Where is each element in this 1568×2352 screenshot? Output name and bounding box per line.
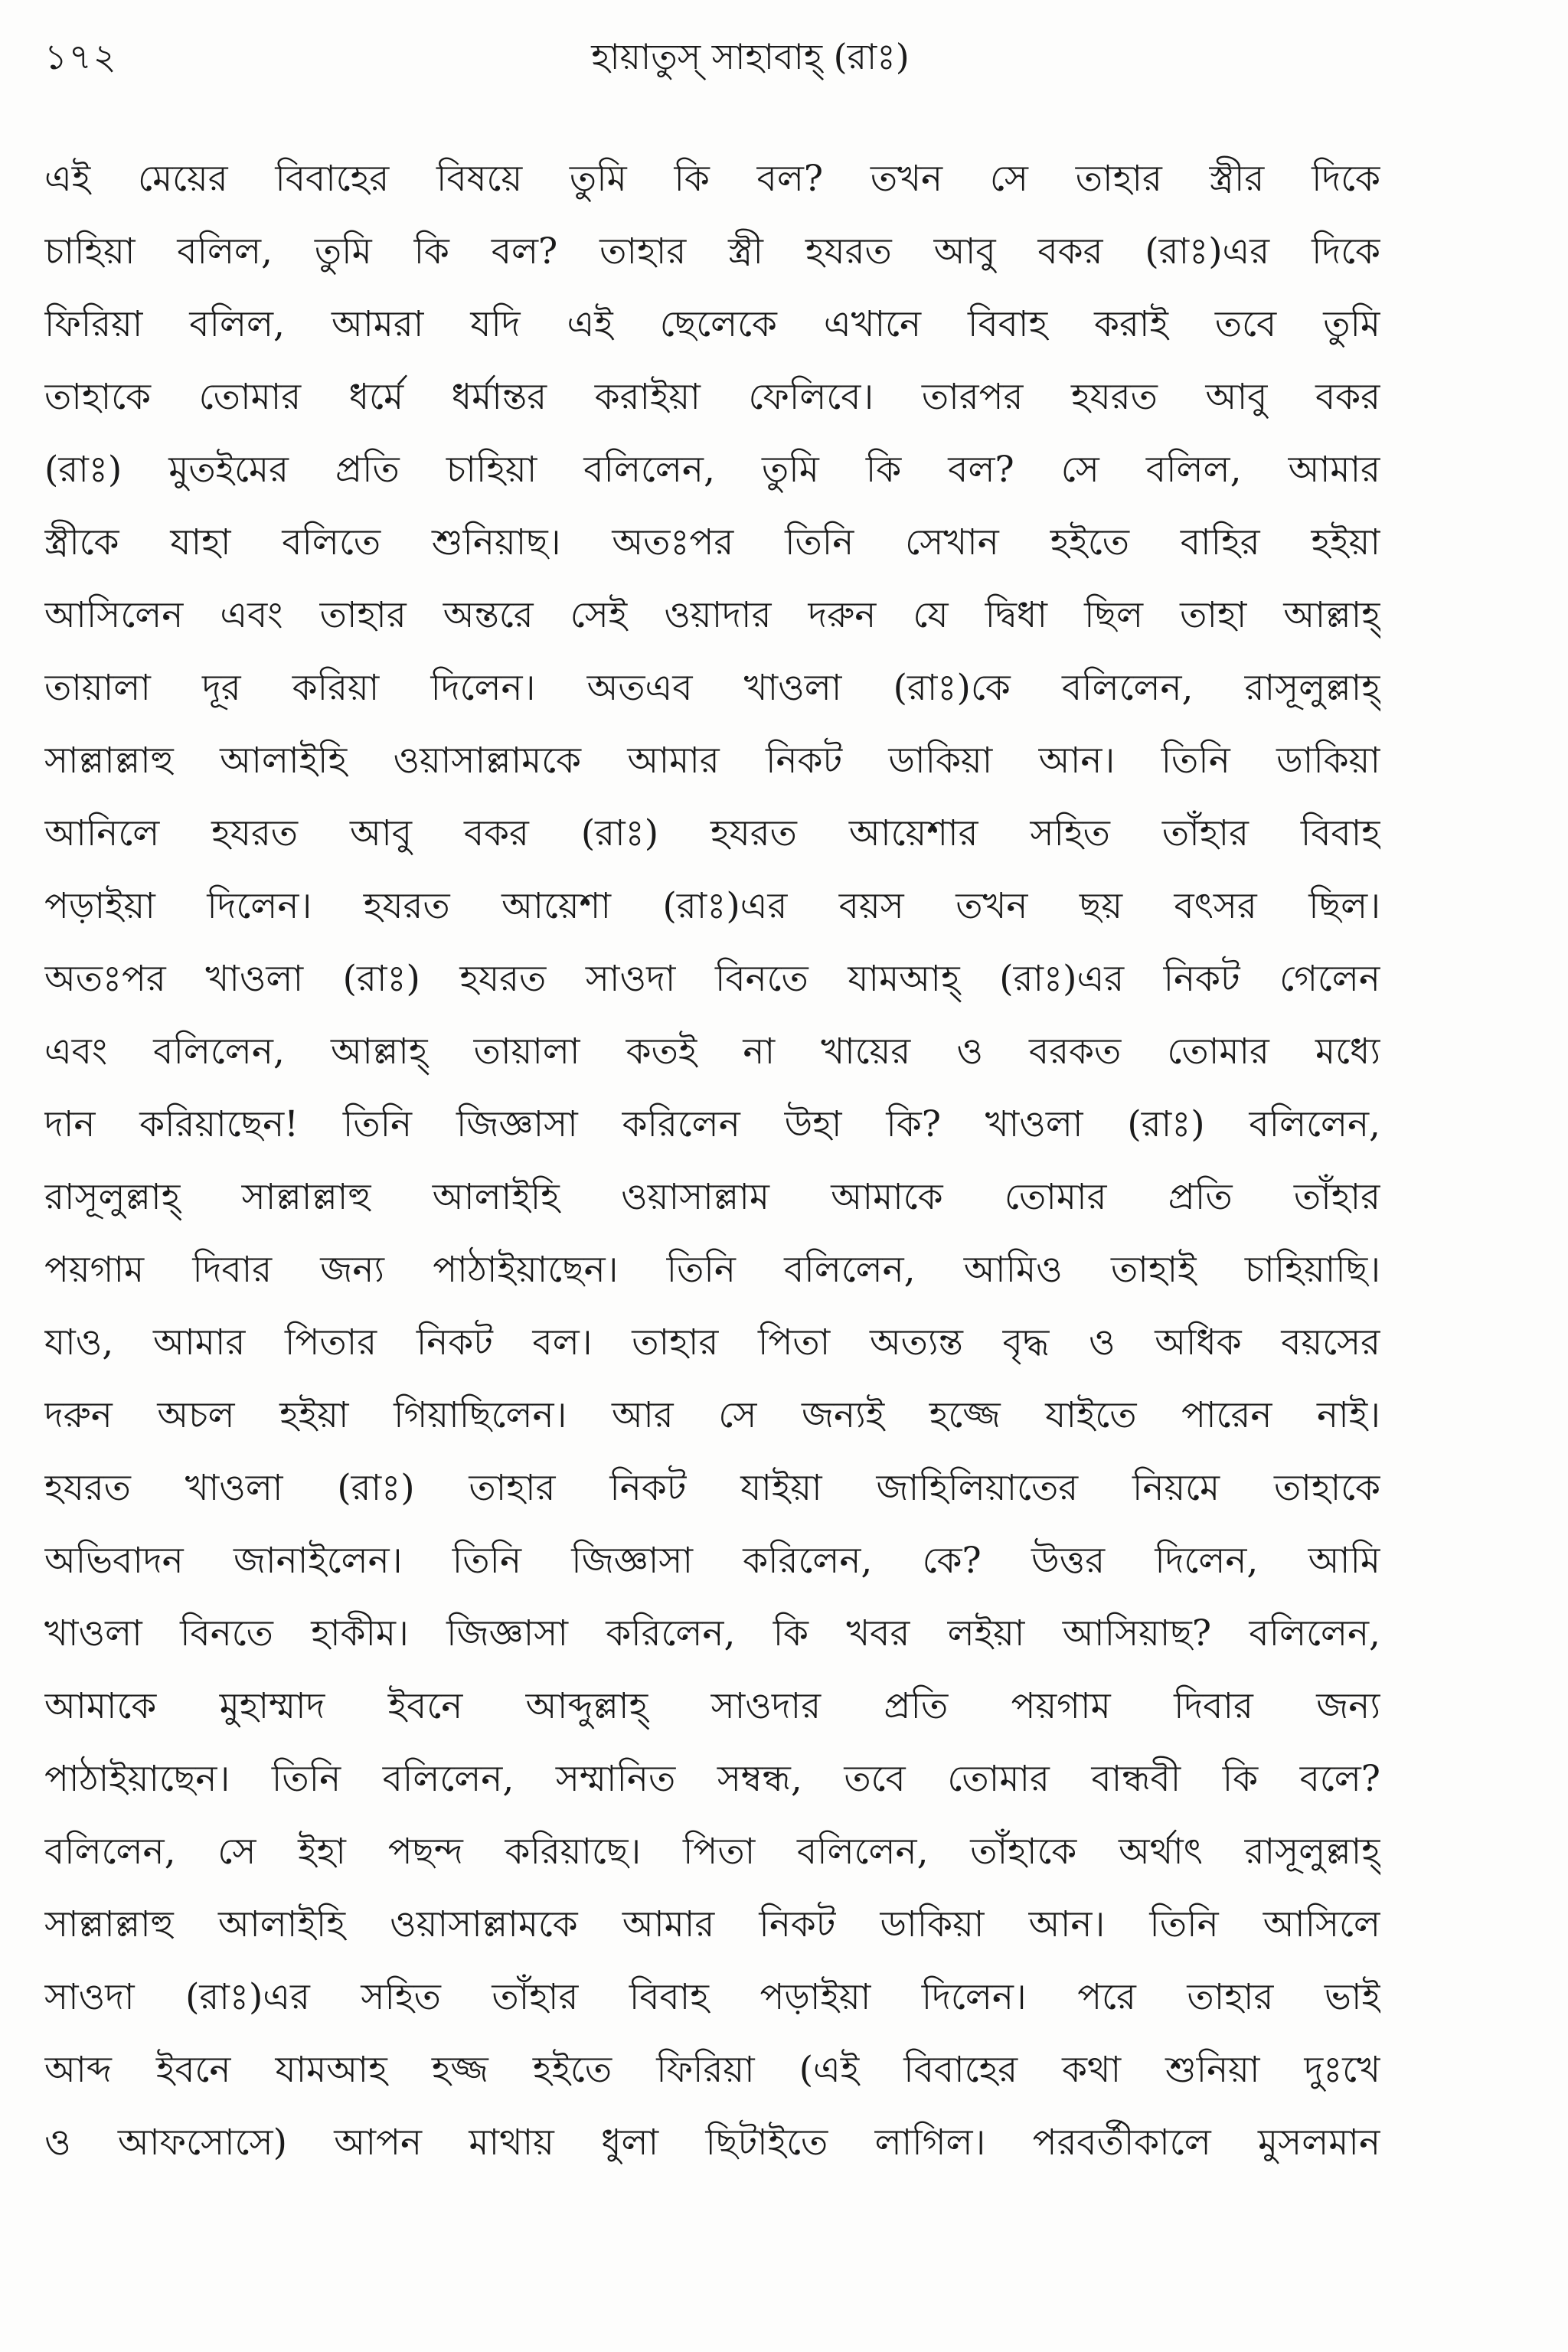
text-line: সাওদা (রাঃ)এর সহিত তাঁহার বিবাহ পড়াইয়া দিলেন। পরে তাহার ভাই (44, 1976, 1380, 2018)
text-line: (রাঃ) মুতইমের প্রতি চাহিয়া বলিলেন, তুমি কি বল? সে বলিল, আমার (44, 449, 1380, 491)
text-line: আমাকে মুহাম্মাদ ইবনে আব্দুল্লাহ্ সাওদার প্রতি পয়গাম দিবার জন্য (44, 1685, 1380, 1727)
text-line: ও আফসোসে) আপন মাথায় ধুলা ছিটাইতে লাগিল। পরবর্তীকালে মুসলমান (44, 2122, 1380, 2164)
text-line: রাসূলুল্লাহ্ সাল্লাল্লাহু আলাইহি ওয়াসাল্লাম আমাকে তোমার প্রতি তাঁহার (44, 1176, 1380, 1218)
text-line: পাঠাইয়াছেন। তিনি বলিলেন, সম্মানিত সম্বন্ধ, তবে তোমার বান্ধবী কি বলে? (44, 1758, 1380, 1800)
text-line: অভিবাদন জানাইলেন। তিনি জিজ্ঞাসা করিলেন, কে? উত্তর দিলেন, আমি (44, 1540, 1380, 1582)
text-line: অতঃপর খাওলা (রাঃ) হযরত সাওদা বিনতে যামআহ্ (রাঃ)এর নিকট গেলেন (44, 958, 1380, 1000)
page-number: ১৭২ (44, 36, 118, 77)
text-line: পয়গাম দিবার জন্য পাঠাইয়াছেন। তিনি বলিলেন, আমিও তাহাই চাহিয়াছি। (44, 1249, 1380, 1291)
text-line: আনিলে হযরত আবু বকর (রাঃ) হযরত আয়েশার সহিত তাঁহার বিবাহ (44, 812, 1380, 854)
text-line: দরুন অচল হইয়া গিয়াছিলেন। আর সে জন্যই হজ্জে যাইতে পারেন নাই। (44, 1394, 1380, 1436)
text-line: স্ত্রীকে যাহা বলিতে শুনিয়াছ। অতঃপর তিনি সেখান হইতে বাহির হইয়া (44, 521, 1380, 564)
text-line: হযরত খাওলা (রাঃ) তাহার নিকট যাইয়া জাহিলিয়াতের নিয়মে তাহাকে (44, 1467, 1380, 1509)
text-line: তাহাকে তোমার ধর্মে ধর্মান্তর করাইয়া ফেলিবে। তারপর হযরত আবু বকর (44, 376, 1380, 418)
text-line: তায়ালা দূর করিয়া দিলেন। অতএব খাওলা (রাঃ)কে বলিলেন, রাসূলুল্লাহ্ (44, 667, 1380, 709)
body-text (44, 142, 1380, 2179)
text-line: এই মেয়ের বিবাহের বিষয়ে তুমি কি বল? তখন সে তাহার স্ত্রীর দিকে (44, 158, 1380, 200)
text-line: ফিরিয়া বলিল, আমরা যদি এই ছেলেকে এখানে বিবাহ করাই তবে তুমি (44, 303, 1380, 345)
text-line: আসিলেন এবং তাহার অন্তরে সেই ওয়াদার দরুন যে দ্বিধা ছিল তাহা আল্লাহ্ (44, 594, 1380, 636)
text-line: আব্দ ইবনে যামআহ হজ্জ হইতে ফিরিয়া (এই বিবাহের কথা শুনিয়া দুঃখে (44, 2049, 1380, 2091)
text-line: চাহিয়া বলিল, তুমি কি বল? তাহার স্ত্রী হযরত আবু বকর (রাঃ)এর দিকে (44, 230, 1380, 273)
text-line: বলিলেন, সে ইহা পছন্দ করিয়াছে। পিতা বলিলেন, তাঁহাকে অর্থাৎ রাসূলুল্লাহ্ (44, 1831, 1380, 1873)
text-line: দান করিয়াছেন! তিনি জিজ্ঞাসা করিলেন উহা কি? খাওলা (রাঃ) বলিলেন, (44, 1103, 1380, 1145)
text-line: যাও, আমার পিতার নিকট বল। তাহার পিতা অত্যন্ত বৃদ্ধ ও অধিক বয়সের (44, 1321, 1380, 1364)
text-line: সাল্লাল্লাহু আলাইহি ওয়াসাল্লামকে আমার নিকট ডাকিয়া আন। তিনি ডাকিয়া (44, 740, 1380, 782)
text-line: এবং বলিলেন, আল্লাহ্ তায়ালা কতই না খায়ের ও বরকত তোমার মধ্যে (44, 1031, 1380, 1073)
text-line: সাল্লাল্লাহু আলাইহি ওয়াসাল্লামকে আমার নিকট ডাকিয়া আন। তিনি আসিলে (44, 1903, 1380, 1945)
text-line: পড়াইয়া দিলেন। হযরত আয়েশা (রাঃ)এর বয়স তখন ছয় বৎসর ছিল। (44, 885, 1380, 927)
text-line: খাওলা বিনতে হাকীম। জিজ্ঞাসা করিলেন, কি খবর লইয়া আসিয়াছ? বলিলেন, (44, 1612, 1380, 1655)
running-head-title: হায়াতুস্ সাহাবাহ্ (রাঃ) (591, 36, 910, 77)
